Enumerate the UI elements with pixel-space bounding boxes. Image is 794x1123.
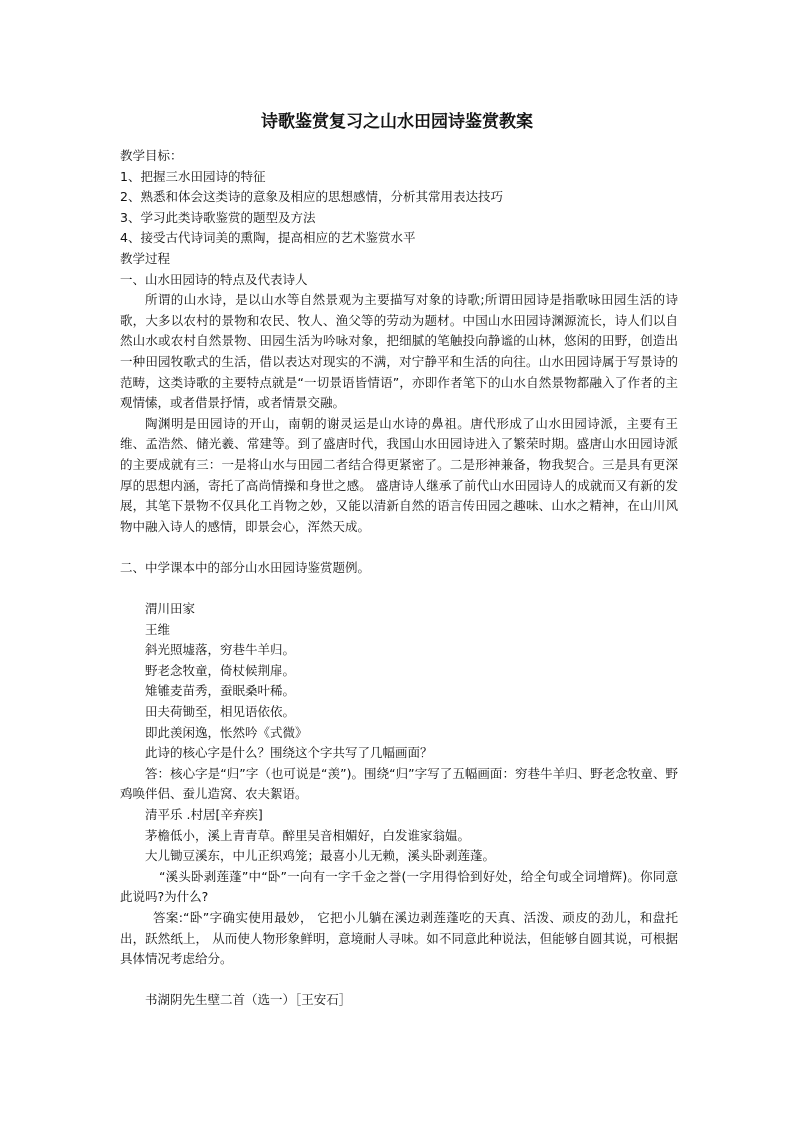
document-title: 诗歌鉴赏复习之山水田园诗鉴赏教案 — [261, 112, 533, 132]
poem-title: 清平乐 .村居[辛弃疾] — [145, 807, 263, 822]
spacer — [120, 970, 678, 991]
objective-item: 4、接受古代诗词美的熏陶，提高相应的艺术鉴赏水平 — [120, 230, 416, 246]
poem-line: 茅檐低小，溪上青青草。醉里吴音相媚好，白发谁家翁媪。 — [145, 827, 471, 843]
poem-line: 大儿锄豆溪东，中儿正织鸡笼；最喜小儿无赖，溪头卧剥莲蓬。 — [145, 848, 496, 864]
poem-title: 书湖阴先生壁二首（选一）［王安石］ — [145, 992, 352, 1008]
poem-line: 野老念牧童，倚杖候荆扉。 — [145, 662, 296, 678]
process-heading: 教学过程 — [120, 250, 171, 266]
objective-item: 3、学习此类诗歌鉴赏的题型及方法 — [120, 209, 316, 225]
section-heading: 一、山水田园诗的特点及代表诗人 — [120, 271, 308, 287]
question: “溪头卧剥莲蓬”中“卧”一向有一字千金之誉(一字用得恰到好处，给全句或全词增辉)。你同意此说吗?为什么? — [120, 868, 678, 905]
poem-line: 田夫荷锄至，相见语依依。 — [145, 704, 296, 720]
paragraph: 所谓的山水诗，是以山水等自然景观为主要描写对象的诗歌;所谓田园诗是指歌咏田园生活的诗歌，大多以农村的景物和农民、牧人、渔父等的劳动为题材。中国山水田园诗渊源流长，诗人们以自然山水或农村自然景物、田园生活为吟咏对象，把细腻的笔触投向静谧的山林，悠闲的田野，创造出一种田园牧歌式的生活，借以表达对现实的不满，对宁静平和生活的向往。山水田园诗属于写景诗的范畴，这类诗歌的主要特点就是“一切景语皆情语”，亦即作者笔下的山水自然景物都融入了作者的主观情愫，或者借景抒情，或者情景交融。 — [120, 292, 678, 411]
question: 此诗的核心字是什么？围绕这个字共写了几幅画面？ — [145, 745, 433, 761]
objective-item: 1、把握三水田园诗的特征 — [120, 168, 266, 184]
spacer — [120, 578, 678, 599]
poem-line: 斜光照墟落，穷巷牛羊归。 — [145, 642, 296, 658]
poem-author: 王维 — [145, 621, 171, 637]
spacer — [120, 537, 678, 558]
answer: 答：核心字是“归”字（也可说是“羡”)。围绕“归”字写了五幅画面：穷巷牛羊归、野老念牧童、野鸡唤伴侣、蚕儿造窝、农夫絮语。 — [120, 765, 678, 802]
paragraph: 陶渊明是田园诗的开山，南朝的谢灵运是山水诗的鼻祖。唐代形成了山水田园诗派，主要有王维、孟浩然、储光羲、常建等。到了盛唐时代，我国山水田园诗进入了繁荣时期。盛唐山水田园诗派的主要成就有三：一是将山水与田园二者结合得更紧密了。二是形神兼备，物我契合。三是具有更深厚的思想内涵，寄托了高尚情操和身世之感。 盛唐诗人继承了前代山水田园诗人的成就而又有新的发展，其笔下景物不仅具化工肖物之妙，又能以清新自然的语言传田园之趣味、山水之精神，在山川风物中融入诗人的感情，即景会心，浑然天成。 — [120, 415, 678, 534]
poem-title: 渭川田家 — [145, 601, 196, 617]
objectives-heading: 教学目标： — [120, 148, 183, 163]
section-heading: 二、中学课本中的部分山水田园诗鉴赏题例。 — [120, 559, 371, 575]
answer: 答案:“卧”字确实使用最妙， 它把小儿躺在溪边剥莲蓬吃的天真、活泼、顽皮的劲儿，和盘托出，跃然纸上， 从而使人物形象鲜明，意境耐人寻味。如不同意此种说法，但能够自圆其说，可根据具体情况考虑给分。 — [120, 909, 678, 967]
objective-item: 2、熟悉和体会这类诗的意象及相应的思想感情，分析其常用表达技巧 — [120, 189, 503, 205]
document-body — [120, 146, 678, 1011]
poem-line: 雉雊麦苗秀，蚕眠桑叶稀。 — [145, 683, 296, 699]
poem-line: 即此羡闲逸，怅然吟《式微》 — [145, 724, 308, 740]
